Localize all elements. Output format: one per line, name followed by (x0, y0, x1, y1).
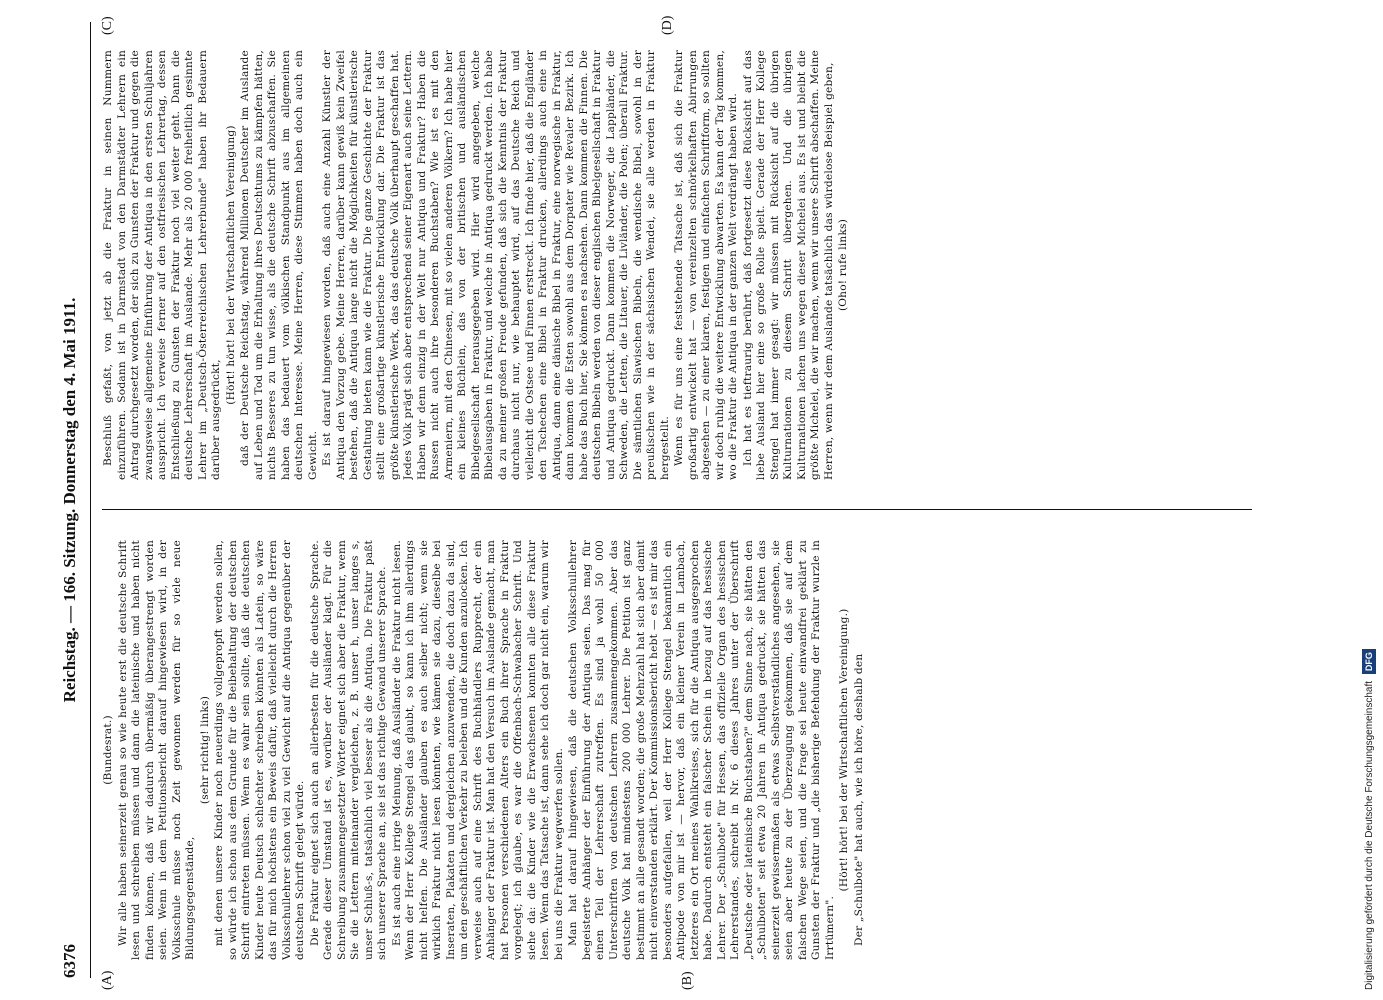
interjection: (Hört! hört! bei der Wirtschaftlichen Vereinigung) (224, 125, 237, 405)
header-rule (90, 22, 91, 978)
margin-marker-c: (C) (100, 16, 115, 35)
page-number: 6376 (60, 944, 79, 978)
column-divider (102, 509, 1252, 510)
margin-marker-d: (D) (660, 15, 675, 35)
paragraph: Es ist auch eine irrige Meinung, daß Ausländer die Fraktur nicht lesen. Wenn der Herr Kollege Stengel das glaubt, so kann ich ihm allerdings nicht helfen. Die Ausländer glauben es auch selber nicht; wenn sie wirklich Fraktur nicht lesen könnten, wie kämen sie dazu, dieselbe bei Inseraten, Plakaten und dergleichen anzuwenden, die doch dazu da sind, um den geschäftlichen Verkehr zu beleben und die Kunden anzulocken. Ich verweise auch auf eine Schrift des Buchhändlers Rupprecht, der ein Anhänger der Fraktur ist. Man hat den Versuch im Auslande gemacht, man hat Personen verschiedenen Alters ein Buch ihrer Sprache in Fraktur vorgelegt; ich glaube, es war die Offenbach-Schwabacher Schrift. Und siehe da: die Kinder wie die Erwachsenen konnten alle diese Fraktur lesen. Wenn das Tatsache ist, dann sehe ich doch gar nicht ein, warum wir bei uns die Fraktur wegwerfen sollen. (390, 540, 565, 960)
paragraph: (Bundesrat.) (102, 715, 114, 785)
paragraph: mit denen unsere Kinder noch neuerdings vollgepropft werden sollen, so würde ich schon aus dem Grunde für die Beibehaltung der deutschen Schrift eintreten müssen. Wenn es wahr sein sollte, daß die deutschen Kinder heute Deutsch schlechter schreiben könnten als Latein, so wäre das für mich höchstens ein Beweis dafür, daß vielleicht durch die Herren Volksschullehrer schon viel zu viel Gewicht auf die Antiqua gegenüber der deutschen Schrift gelegt würde. (213, 540, 306, 960)
digitization-credit (1359, 0, 1381, 1000)
running-head (60, 22, 86, 978)
session-heading: Reichstag. — 166. Sitzung. Donnerstag den 4. Mai 1911. (60, 297, 79, 703)
interjection: (sehr richtig! links) (198, 695, 211, 805)
paragraph: Der „Schulbote" hat auch, wie ich höre, deshalb den (852, 653, 865, 946)
paragraph: Beschluß gefaßt, von jetzt ab die Fraktur in seinen Nummern einzuführen. Sodann ist in Darmstadt von den Darmstädter Lehrern ein Antrag durchgesetzt worden, der sich zu Gunsten der Fraktur und gegen die zwangsweise allgemeine Einführung der Antiqua in den ersten Schuljahren ausspricht. Ich verweise ferner auf den ostfriesischen Lehrertag, dessen Entschließung zu Gunsten der Fraktur noch viel weiter geht. Dann die deutsche Lehrerschaft im Auslande. Mehr als 20 000 freiheitlich gesinnte Lehrer im „Deutsch-Österreichischen Lehrerbunde" haben ihr Bedauern darüber ausgedrückt, (102, 50, 222, 480)
scanned-page (40, 0, 1320, 1000)
margin-marker-b: (B) (680, 971, 695, 990)
paragraph: Man hat darauf hingewiesen, daß die deutschen Volksschullehrer begeisterte Anhänger der Einführung der Antiqua seien. Das mag für einen Teil der Lehrerschaft zutreffen. Es sind ja wohl 50 000 Unterschriften von deutschen Lehrern zusammengekommen. Aber das deutsche Volk hat mindestens 200 000 Lehrer. Die Petition ist ganz bestimmt an alle gesandt worden; die große Mehrzahl hat sich aber damit nicht einverstanden erklärt. Der Kommissionsbericht hebt — es ist mir das besonders aufgefallen, weil der Herr Kollege Stengel bekanntlich ein Antipode von mir ist — hervor, daß ein kleiner Verein in Lambach, letzteres ein Ort meines Wahlkreises, sich für die Antiqua ausgesprochen habe. Dadurch entsteht ein falscher Schein in bezug auf das hessische Lehrer. Der „Schulbote" für Hessen, das offizielle Organ des hessischen Lehrerstandes, schreibt in Nr. 6 dieses Jahres unter der Überschrift „Deutsche oder lateinische Buchstaben?" dem Sinne nach, sie hätten den „Schulboten" seit etwa 20 Jahren in Antiqua gedruckt, sie hätten das seinerzeit gewissermaßen als etwas Selbstverständliches angesehen, sie seien aber heute zu der Überzeugung gekommen, daß sie auf dem falschen Wege seien, und die Frage sei heute einwandfrei geklärt zu Gunsten der Fraktur und „die bisherige Befehdung der Fraktur wurzle in Irrtümern". (567, 540, 836, 960)
paragraph: Ich hat es tieftraurig berührt, daß fortgesetzt diese Rücksicht auf das liebe Ausland hier eine so große Rolle spielt. Gerade der Herr Kollege Stengel hat immer gesagt: wir müssen mit Rücksicht auf die übrigen Kulturnationen zu diesem Schritt übergehen. Und die übrigen Kulturnationen lachen uns wegen dieser Michelei aus. Es ist und bleibt die größte Michelei, die wir machen, wenn wir unsere Schrift abschaffen. Meine Herren, wenn wir dem Auslande tatsächlich das würdelose Beispiel geben, (741, 50, 835, 480)
paragraph: Es ist darauf hingewiesen worden, daß auch eine Anzahl Künstler der Antiqua den Vorzug gebe. Meine Herren, darüber kann gewiß kein Zweifel bestehen, daß die Antiqua lange nicht die Möglichkeiten für künstlerische Gestaltung bieten kann wie die Fraktur. Die ganze Geschichte der Fraktur stellt eine großartige künstlerische Entwicklung dar. Die Fraktur ist das größte künstlerische Werk, das das deutsche Volk überhaupt geschaffen hat. Jedes Volk prägt sich aber entsprechend seiner Eigenart auch seine Lettern. Haben wir denn einzig in der Welt nur Antiqua und Fraktur? Haben die Russen nicht auch ihre besonderen Buchstaben? Wie ist es mit den Armeniern, mit den Chinesen, mit so vielen anderen Völkern? Ich habe hier ein kleines Büchlein, das von der britischen und ausländischen Bibelgesellschaft herausgegeben wird. Hier wird angegeben, welche Bibelausgaben in Fraktur, und welche in Antiqua gedruckt werden. Ich habe da zu meiner großen Freude gefunden, daß sich die Kenntnis der Fraktur durchaus nicht nur, wie behauptet wird, auf das Deutsche Reich und vielleicht die Ostsee und Finnen erstreckt. Ich finde hier, daß die Engländer den Tschechen eine Bibel in Fraktur drucken, allerdings auch eine in Antiqua, dann eine dänische Bibel in Fraktur, eine norwegische in Fraktur, dann kommen die Esten sowohl aus dem Dorpater wie Revaler Bezirk. Ich habe das Buch hier, Sie können es nachsehen. Dann kommen die Finnen. Die deutschen Bibeln werden von dieser englischen Bibelgesellschaft in Fraktur und Antiqua gedruckt. Dann kommen die Norweger, die Lappländer, die Schweden, die Letten, die Litauer, die Livländer, die Polen; überall Fraktur. Die sämtlichen Slawischen Bibeln, die wendische Bibel, sowohl in der preußischen wie in der sächsischen Wendei, sie alle werden in Fraktur hergestellt. (321, 50, 671, 480)
credit-text: Digitalisierung gefördert durch die Deutsche Forschungsgemeinschaft (1364, 680, 1375, 990)
paragraph: daß der Deutsche Reichstag, während Millionen Deutscher im Auslande auf Leben und Tod um die Erhaltung ihres Deutschtums zu kämpfen hätten, nichts Besseres zu tun wisse, als die deutsche Schrift abzuschaffen. Sie haben das bedauert vom völkischen Standpunkt aus im allgemeinen deutschen Interesse. Meine Herren, diese Stimmen haben doch auch ein Gewicht. (239, 50, 319, 480)
paragraph: Wenn es für uns eine feststehende Tatsache ist, daß sich die Fraktur großartig entwickelt hat — von vereinzelten schnörkelhaften Abirrungen abgesehen — zu einer klaren, festigen und einfachen Schriftform, so sollten wir doch ruhig die weitere Entwicklung abwarten. Es kann der Tag kommen, wo die Fraktur die Antiqua in der ganzen Welt verdrängt haben wird. (673, 50, 739, 480)
paragraph: Wir alle haben seinerzeit genau so wie heute erst die deutsche Schrift lesen und schreiben müssen und dann die lateinische und haben nicht finden können, daß wir dadurch übermäßig überangestrengt worden seien. Wenn in dem Petitionsbericht darauf hingewiesen wird, in der Volksschule müsse noch Zeit gewonnen werden für so viele neue Bildungsgegenstände, (116, 540, 196, 960)
left-text-column (102, 540, 1252, 960)
right-text-column (102, 50, 1252, 480)
interjection: (Hört! hört! bei der Wirtschaftlichen Vereinigung.) (838, 608, 850, 892)
margin-marker-a: (A) (100, 970, 115, 990)
dfg-logo: DFG (1362, 649, 1376, 674)
paragraph: Die Fraktur eignet sich auch an allerbesten für die deutsche Sprache. Gerade dieser Umstand ist es, worüber der Ausländer klagt. Für die Schreibung zusammengesetzter Wörter eignet sich aber die Fraktur, wenn Sie die Lettern miteinander vergleichen, z. B. unser h, unser langes s, unser Schluß-s, tatsächlich viel besser als die Antiqua. Die Fraktur paßt sich unserer Sprache an, sie ist das richtige Gewand unserer Sprache. (308, 540, 388, 960)
interjection: (Oho! rufe links) (837, 218, 849, 312)
